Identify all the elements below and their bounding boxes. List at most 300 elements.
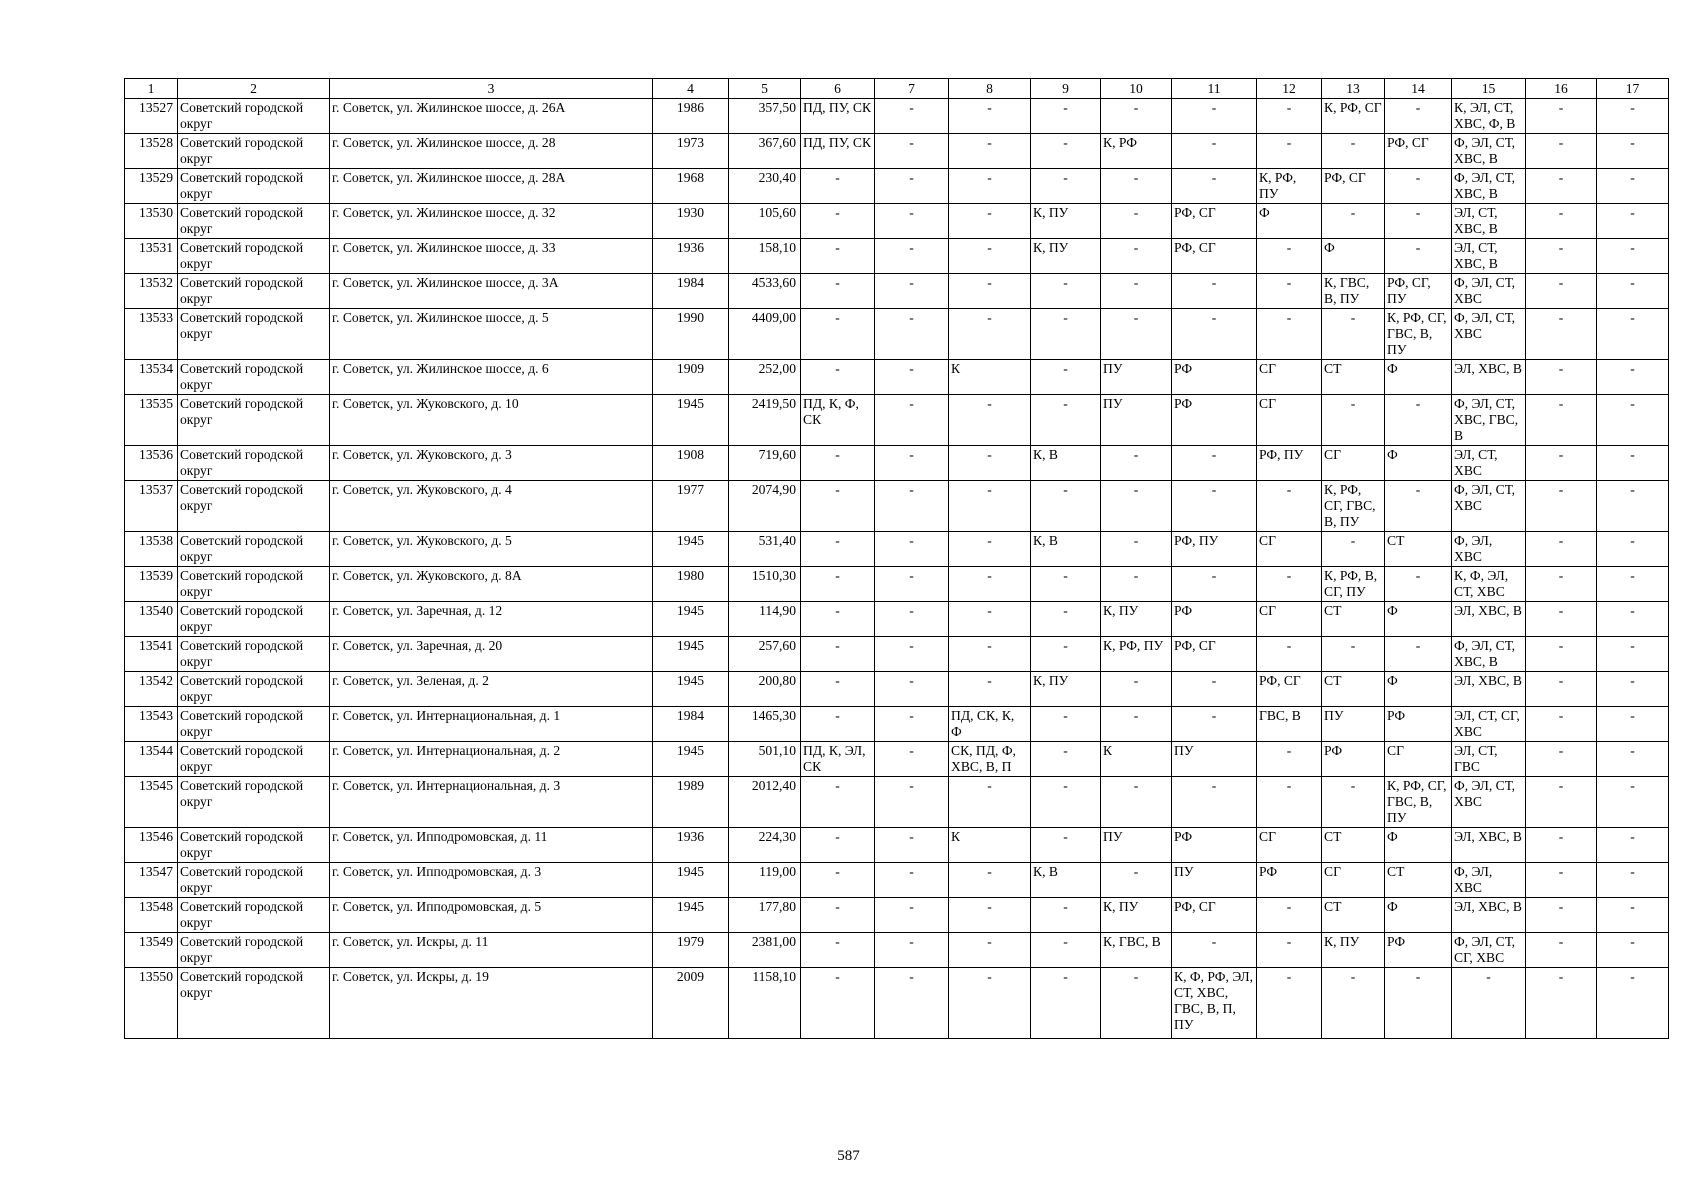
code-cell: -: [801, 968, 875, 1039]
code-cell: К, РФ, СГ, ГВС, В, ПУ: [1322, 481, 1385, 532]
row-id-cell: 13532: [125, 274, 178, 309]
code-cell: ЭЛ, СТ, ГВС: [1452, 742, 1526, 777]
code-cell: -: [875, 637, 949, 672]
code-cell: РФ: [1322, 742, 1385, 777]
code-cell: -: [1322, 637, 1385, 672]
code-cell: -: [1257, 637, 1322, 672]
district-cell: Советский городской округ: [178, 742, 330, 777]
code-cell: К, РФ, СГ: [1322, 99, 1385, 134]
code-cell: -: [801, 777, 875, 828]
code-cell: РФ, ПУ: [1172, 532, 1257, 567]
code-cell: -: [801, 672, 875, 707]
code-cell: -: [949, 99, 1031, 134]
code-cell: -: [1257, 968, 1322, 1039]
area-cell: 1158,10: [729, 968, 801, 1039]
district-cell: Советский городской округ: [178, 481, 330, 532]
code-cell: Ф: [1385, 446, 1452, 481]
code-cell: ПД, ПУ, СК: [801, 99, 875, 134]
code-cell: -: [1385, 968, 1452, 1039]
code-cell: -: [1257, 274, 1322, 309]
code-cell: РФ, СГ: [1257, 672, 1322, 707]
year-cell: 1945: [653, 742, 729, 777]
code-cell: -: [1031, 777, 1101, 828]
code-cell: -: [949, 446, 1031, 481]
table-row: [125, 204, 1669, 239]
table-header: [125, 79, 1669, 99]
address-cell: г. Советск, ул. Заречная, д. 12: [330, 602, 653, 637]
code-cell: -: [1526, 360, 1597, 395]
code-cell: -: [1526, 777, 1597, 828]
code-cell: -: [1526, 968, 1597, 1039]
year-cell: 1930: [653, 204, 729, 239]
row-id-cell: 13533: [125, 309, 178, 360]
code-cell: -: [1172, 274, 1257, 309]
code-cell: К, РФ: [1101, 134, 1172, 169]
table-row: [125, 602, 1669, 637]
code-cell: -: [1385, 239, 1452, 274]
year-cell: 1980: [653, 567, 729, 602]
code-cell: -: [875, 707, 949, 742]
code-cell: -: [1322, 309, 1385, 360]
year-cell: 1908: [653, 446, 729, 481]
district-cell: Советский городской округ: [178, 446, 330, 481]
column-header: 9: [1031, 79, 1101, 99]
code-cell: -: [1101, 446, 1172, 481]
code-cell: К, РФ, СГ, ГВС, В, ПУ: [1385, 777, 1452, 828]
district-cell: Советский городской округ: [178, 99, 330, 134]
column-header: 15: [1452, 79, 1526, 99]
address-cell: г. Советск, ул. Ипподромовская, д. 3: [330, 863, 653, 898]
code-cell: -: [1526, 672, 1597, 707]
code-cell: -: [1101, 481, 1172, 532]
address-cell: г. Советск, ул. Жуковского, д. 10: [330, 395, 653, 446]
code-cell: -: [1385, 567, 1452, 602]
address-cell: г. Советск, ул. Искры, д. 11: [330, 933, 653, 968]
code-cell: -: [1526, 309, 1597, 360]
code-cell: -: [875, 933, 949, 968]
code-cell: -: [1526, 707, 1597, 742]
code-cell: -: [1526, 239, 1597, 274]
code-cell: ПД, СК, К, Ф: [949, 707, 1031, 742]
code-cell: -: [1526, 446, 1597, 481]
district-cell: Советский городской округ: [178, 933, 330, 968]
table-row: [125, 446, 1669, 481]
area-cell: 2381,00: [729, 933, 801, 968]
row-id-cell: 13543: [125, 707, 178, 742]
code-cell: Ф, ЭЛ, ХВС: [1452, 532, 1526, 567]
code-cell: -: [1031, 360, 1101, 395]
code-cell: К, ПУ: [1031, 239, 1101, 274]
code-cell: ПД, К, ЭЛ, СК: [801, 742, 875, 777]
code-cell: -: [801, 567, 875, 602]
area-cell: 158,10: [729, 239, 801, 274]
code-cell: -: [1101, 672, 1172, 707]
code-cell: -: [1172, 446, 1257, 481]
address-cell: г. Советск, ул. Жилинское шоссе, д. 3А: [330, 274, 653, 309]
code-cell: -: [875, 777, 949, 828]
row-id-cell: 13527: [125, 99, 178, 134]
address-cell: г. Советск, ул. Жуковского, д. 5: [330, 532, 653, 567]
code-cell: К: [949, 360, 1031, 395]
code-cell: -: [1172, 933, 1257, 968]
code-cell: -: [1526, 481, 1597, 532]
code-cell: -: [949, 567, 1031, 602]
table-body: [125, 99, 1669, 1039]
code-cell: Ф: [1385, 828, 1452, 863]
row-id-cell: 13528: [125, 134, 178, 169]
year-cell: 1936: [653, 828, 729, 863]
table-row: [125, 742, 1669, 777]
table-row: [125, 863, 1669, 898]
code-cell: ПУ: [1172, 742, 1257, 777]
code-cell: -: [1172, 99, 1257, 134]
district-cell: Советский городской округ: [178, 134, 330, 169]
code-cell: -: [1257, 567, 1322, 602]
area-cell: 177,80: [729, 898, 801, 933]
code-cell: -: [1526, 274, 1597, 309]
code-cell: -: [1031, 602, 1101, 637]
row-id-cell: 13529: [125, 169, 178, 204]
code-cell: -: [1322, 395, 1385, 446]
address-cell: г. Советск, ул. Жилинское шоссе, д. 33: [330, 239, 653, 274]
column-header: 6: [801, 79, 875, 99]
row-id-cell: 13542: [125, 672, 178, 707]
year-cell: 1984: [653, 274, 729, 309]
column-header: 14: [1385, 79, 1452, 99]
table-row: [125, 274, 1669, 309]
code-cell: -: [949, 309, 1031, 360]
code-cell: -: [875, 481, 949, 532]
code-cell: ПД, К, Ф, СК: [801, 395, 875, 446]
code-cell: РФ, СГ: [1172, 239, 1257, 274]
code-cell: К, В: [1031, 863, 1101, 898]
code-cell: К, ПУ: [1031, 204, 1101, 239]
code-cell: -: [1031, 99, 1101, 134]
code-cell: -: [801, 828, 875, 863]
code-cell: -: [1101, 707, 1172, 742]
year-cell: 1936: [653, 239, 729, 274]
code-cell: -: [875, 360, 949, 395]
year-cell: 1945: [653, 898, 729, 933]
code-cell: -: [1597, 968, 1669, 1039]
code-cell: РФ: [1172, 602, 1257, 637]
code-cell: -: [1385, 169, 1452, 204]
code-cell: -: [801, 169, 875, 204]
code-cell: -: [801, 204, 875, 239]
code-cell: -: [1526, 567, 1597, 602]
area-cell: 357,50: [729, 99, 801, 134]
code-cell: -: [1385, 395, 1452, 446]
table-row: [125, 134, 1669, 169]
code-cell: ПД, ПУ, СК: [801, 134, 875, 169]
table-row: [125, 707, 1669, 742]
code-cell: -: [875, 602, 949, 637]
area-cell: 4409,00: [729, 309, 801, 360]
code-cell: -: [1526, 602, 1597, 637]
district-cell: Советский городской округ: [178, 707, 330, 742]
code-cell: РФ: [1257, 863, 1322, 898]
year-cell: 1989: [653, 777, 729, 828]
address-cell: г. Советск, ул. Жилинское шоссе, д. 32: [330, 204, 653, 239]
code-cell: Ф, ЭЛ, ХВС: [1452, 863, 1526, 898]
code-cell: Ф: [1385, 672, 1452, 707]
code-cell: СГ: [1385, 742, 1452, 777]
code-cell: -: [1031, 567, 1101, 602]
district-cell: Советский городской округ: [178, 898, 330, 933]
code-cell: -: [1597, 532, 1669, 567]
code-cell: -: [1597, 274, 1669, 309]
code-cell: СТ: [1322, 360, 1385, 395]
code-cell: Ф, ЭЛ, СТ, ХВС, ГВС, В: [1452, 395, 1526, 446]
code-cell: -: [1597, 446, 1669, 481]
code-cell: К: [949, 828, 1031, 863]
code-cell: -: [1257, 933, 1322, 968]
code-cell: -: [875, 169, 949, 204]
row-id-cell: 13534: [125, 360, 178, 395]
address-cell: г. Советск, ул. Интернациональная, д. 1: [330, 707, 653, 742]
code-cell: -: [1101, 239, 1172, 274]
column-header: 1: [125, 79, 178, 99]
header-row: [125, 79, 1669, 99]
row-id-cell: 13546: [125, 828, 178, 863]
code-cell: СГ: [1257, 602, 1322, 637]
code-cell: -: [1101, 99, 1172, 134]
code-cell: К, Ф, ЭЛ, СТ, ХВС: [1452, 567, 1526, 602]
table-row: [125, 777, 1669, 828]
row-id-cell: 13541: [125, 637, 178, 672]
code-cell: ЭЛ, ХВС, В: [1452, 672, 1526, 707]
code-cell: -: [1526, 134, 1597, 169]
code-cell: К, ПУ: [1101, 898, 1172, 933]
code-cell: СТ: [1322, 828, 1385, 863]
code-cell: ПУ: [1172, 863, 1257, 898]
area-cell: 252,00: [729, 360, 801, 395]
table-row: [125, 481, 1669, 532]
code-cell: -: [1257, 309, 1322, 360]
code-cell: ЭЛ, ХВС, В: [1452, 360, 1526, 395]
table-row: [125, 239, 1669, 274]
code-cell: -: [1526, 898, 1597, 933]
year-cell: 1973: [653, 134, 729, 169]
column-header: 10: [1101, 79, 1172, 99]
code-cell: -: [949, 395, 1031, 446]
code-cell: СТ: [1322, 602, 1385, 637]
district-cell: Советский городской округ: [178, 204, 330, 239]
column-header: 3: [330, 79, 653, 99]
code-cell: -: [1031, 828, 1101, 863]
code-cell: -: [1597, 360, 1669, 395]
area-cell: 114,90: [729, 602, 801, 637]
code-cell: СГ: [1322, 863, 1385, 898]
code-cell: -: [1101, 968, 1172, 1039]
district-cell: Советский городской округ: [178, 828, 330, 863]
code-cell: -: [1597, 169, 1669, 204]
code-cell: -: [1597, 309, 1669, 360]
code-cell: -: [801, 532, 875, 567]
code-cell: -: [1172, 169, 1257, 204]
code-cell: СТ: [1385, 532, 1452, 567]
code-cell: СГ: [1257, 360, 1322, 395]
district-cell: Советский городской округ: [178, 602, 330, 637]
code-cell: СГ: [1257, 828, 1322, 863]
year-cell: 1986: [653, 99, 729, 134]
code-cell: СТ: [1385, 863, 1452, 898]
code-cell: -: [1257, 742, 1322, 777]
code-cell: СК, ПД, Ф, ХВС, В, П: [949, 742, 1031, 777]
year-cell: 1945: [653, 863, 729, 898]
code-cell: -: [949, 602, 1031, 637]
code-cell: -: [1031, 742, 1101, 777]
code-cell: ПУ: [1101, 395, 1172, 446]
code-cell: -: [949, 134, 1031, 169]
code-cell: -: [1452, 968, 1526, 1039]
code-cell: -: [1172, 134, 1257, 169]
column-header: 11: [1172, 79, 1257, 99]
code-cell: -: [801, 707, 875, 742]
code-cell: РФ: [1385, 933, 1452, 968]
code-cell: Ф, ЭЛ, СТ, ХВС, В: [1452, 169, 1526, 204]
table-row: [125, 672, 1669, 707]
column-header: 17: [1597, 79, 1669, 99]
code-cell: -: [1031, 169, 1101, 204]
code-cell: -: [1597, 239, 1669, 274]
code-cell: -: [949, 532, 1031, 567]
area-cell: 2419,50: [729, 395, 801, 446]
district-cell: Советский городской округ: [178, 637, 330, 672]
code-cell: РФ, ПУ: [1257, 446, 1322, 481]
code-cell: -: [1597, 777, 1669, 828]
table-row: [125, 532, 1669, 567]
code-cell: ЭЛ, ХВС, В: [1452, 602, 1526, 637]
code-cell: -: [1597, 707, 1669, 742]
code-cell: -: [1597, 567, 1669, 602]
code-cell: -: [1031, 481, 1101, 532]
year-cell: 1945: [653, 637, 729, 672]
code-cell: -: [1385, 637, 1452, 672]
code-cell: -: [1385, 204, 1452, 239]
district-cell: Советский городской округ: [178, 672, 330, 707]
code-cell: СТ: [1322, 898, 1385, 933]
code-cell: -: [1101, 169, 1172, 204]
code-cell: -: [949, 637, 1031, 672]
page-number: 587: [837, 1148, 860, 1164]
code-cell: -: [875, 274, 949, 309]
code-cell: К, РФ, ПУ: [1257, 169, 1322, 204]
code-cell: -: [875, 239, 949, 274]
code-cell: К, РФ, ПУ: [1101, 637, 1172, 672]
table-row: [125, 567, 1669, 602]
code-cell: ПУ: [1101, 360, 1172, 395]
address-cell: г. Советск, ул. Жилинское шоссе, д. 28А: [330, 169, 653, 204]
code-cell: -: [1101, 274, 1172, 309]
code-cell: -: [801, 933, 875, 968]
code-cell: -: [949, 169, 1031, 204]
table-row: [125, 169, 1669, 204]
row-id-cell: 13535: [125, 395, 178, 446]
code-cell: -: [801, 239, 875, 274]
row-id-cell: 13530: [125, 204, 178, 239]
code-cell: -: [875, 863, 949, 898]
code-cell: -: [1385, 99, 1452, 134]
code-cell: -: [1172, 567, 1257, 602]
column-header: 4: [653, 79, 729, 99]
code-cell: -: [1597, 863, 1669, 898]
code-cell: К, ЭЛ, СТ, ХВС, Ф, В: [1452, 99, 1526, 134]
code-cell: Ф: [1322, 239, 1385, 274]
address-cell: г. Советск, ул. Жилинское шоссе, д. 28: [330, 134, 653, 169]
code-cell: -: [1526, 204, 1597, 239]
code-cell: -: [1031, 933, 1101, 968]
code-cell: -: [801, 637, 875, 672]
code-cell: К, В: [1031, 532, 1101, 567]
address-cell: г. Советск, ул. Жилинское шоссе, д. 5: [330, 309, 653, 360]
table-row: [125, 99, 1669, 134]
code-cell: -: [1597, 395, 1669, 446]
code-cell: РФ, СГ: [1385, 134, 1452, 169]
code-cell: ГВС, В: [1257, 707, 1322, 742]
code-cell: -: [1526, 742, 1597, 777]
code-cell: -: [875, 446, 949, 481]
code-cell: -: [875, 742, 949, 777]
code-cell: Ф, ЭЛ, СТ, ХВС: [1452, 309, 1526, 360]
district-cell: Советский городской округ: [178, 309, 330, 360]
code-cell: -: [875, 204, 949, 239]
district-cell: Советский городской округ: [178, 360, 330, 395]
code-cell: -: [949, 968, 1031, 1039]
code-cell: -: [1597, 637, 1669, 672]
code-cell: ЭЛ, ХВС, В: [1452, 898, 1526, 933]
code-cell: -: [875, 134, 949, 169]
code-cell: -: [1172, 777, 1257, 828]
code-cell: -: [875, 309, 949, 360]
row-id-cell: 13531: [125, 239, 178, 274]
code-cell: -: [801, 274, 875, 309]
row-id-cell: 13545: [125, 777, 178, 828]
code-cell: -: [1322, 134, 1385, 169]
row-id-cell: 13537: [125, 481, 178, 532]
code-cell: СГ: [1257, 395, 1322, 446]
column-header: 12: [1257, 79, 1322, 99]
code-cell: -: [1526, 828, 1597, 863]
row-id-cell: 13549: [125, 933, 178, 968]
code-cell: РФ: [1172, 828, 1257, 863]
code-cell: Ф: [1385, 360, 1452, 395]
code-cell: К, ПУ: [1031, 672, 1101, 707]
register-table: [124, 78, 1669, 1039]
code-cell: -: [1257, 777, 1322, 828]
code-cell: -: [1031, 274, 1101, 309]
code-cell: -: [1526, 99, 1597, 134]
code-cell: ЭЛ, СТ, ХВС, В: [1452, 239, 1526, 274]
row-id-cell: 13539: [125, 567, 178, 602]
address-cell: г. Советск, ул. Жилинское шоссе, д. 6: [330, 360, 653, 395]
area-cell: 531,40: [729, 532, 801, 567]
code-cell: К, Ф, РФ, ЭЛ, СТ, ХВС, ГВС, В, П, ПУ: [1172, 968, 1257, 1039]
year-cell: 2009: [653, 968, 729, 1039]
code-cell: -: [1031, 134, 1101, 169]
code-cell: РФ, СГ, ПУ: [1385, 274, 1452, 309]
code-cell: -: [1597, 933, 1669, 968]
code-cell: РФ: [1385, 707, 1452, 742]
code-cell: -: [1322, 968, 1385, 1039]
code-cell: -: [1526, 532, 1597, 567]
district-cell: Советский городской округ: [178, 968, 330, 1039]
area-cell: 200,80: [729, 672, 801, 707]
code-cell: К, РФ, В, СГ, ПУ: [1322, 567, 1385, 602]
code-cell: Ф, ЭЛ, СТ, ХВС: [1452, 777, 1526, 828]
code-cell: -: [1597, 672, 1669, 707]
code-cell: -: [1257, 239, 1322, 274]
